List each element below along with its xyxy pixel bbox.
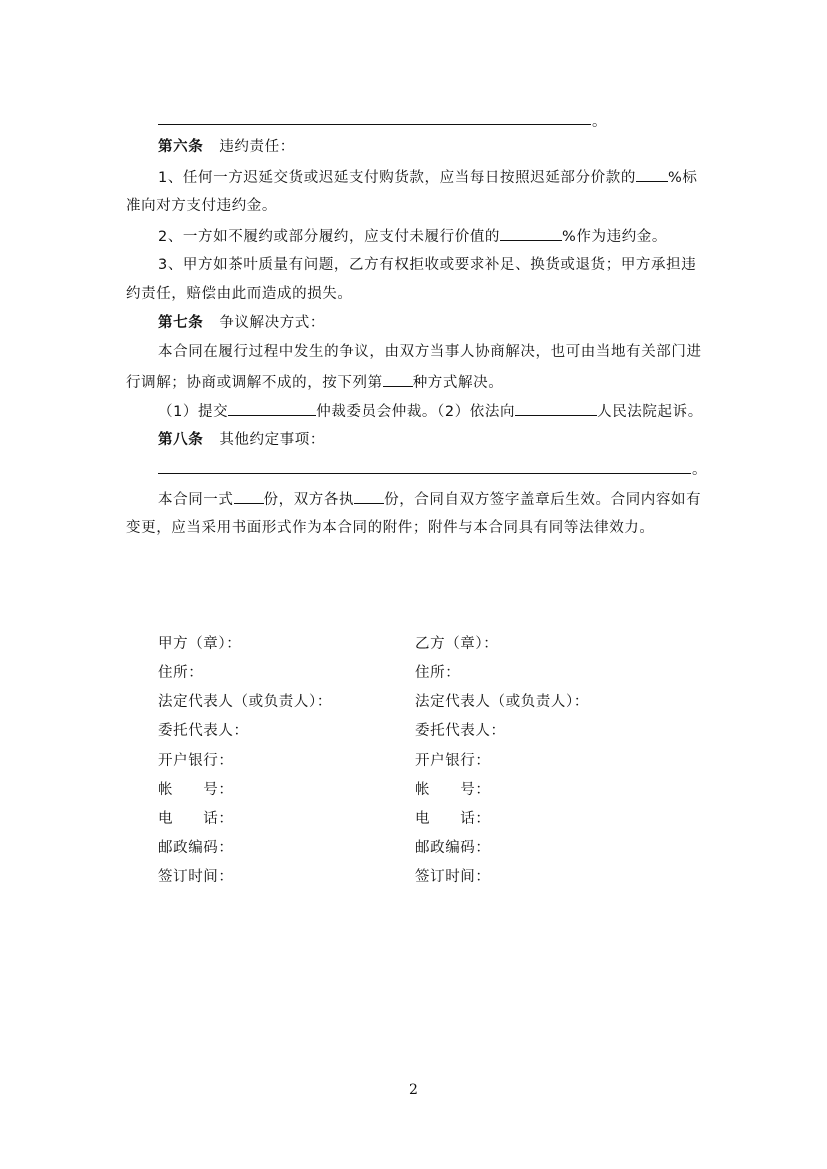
fill-line-continuation <box>158 124 591 125</box>
penalty-rate-blank <box>636 167 668 182</box>
article-7-title: 争议解决方式： <box>219 315 326 331</box>
party-a-account: 帐 号： <box>158 782 234 798</box>
article-6-title: 违约责任： <box>219 139 295 155</box>
other-terms-line <box>158 473 691 474</box>
article-7-para-line-2 <box>126 372 503 393</box>
copies-label: 本合同一式 <box>158 492 234 508</box>
party-a-legal-rep: 法定代表人（或负责人）： <box>158 694 332 710</box>
article-8-heading <box>158 430 325 450</box>
article-8-number: 第八条 <box>158 432 204 448</box>
article-6-item-1-suffix: %标 <box>667 170 698 186</box>
party-b-bank: 开户银行： <box>415 753 491 769</box>
article-6-item-2-text: 2、一方如不履约或部分履约，应支付未履行价值的 <box>158 229 501 245</box>
article-6-item-3-line-1: 3、甲方如茶叶质量有问题，乙方有权拒收或要求补足、换货或退货；甲方承担违 <box>158 257 697 273</box>
each-holds-label: 份，双方各执 <box>263 492 355 508</box>
article-6-item-1-text: 1、任何一方迟延交货或迟延支付购货款，应当每日按照迟延部分价款的 <box>158 170 636 186</box>
article-7-number: 第七条 <box>158 315 204 331</box>
article-6-item-3-line-2: 约责任，赔偿由此而造成的损失。 <box>126 286 353 302</box>
option-2-label: 仲裁委员会仲裁。（2）依法向 <box>316 404 516 420</box>
article-7-para-text: 行调解；协商或调解不成的，按下列第 <box>126 375 383 391</box>
article-6-item-1-line-2: 准向对方支付违约金。 <box>126 198 277 214</box>
copies-blank <box>234 489 264 504</box>
article-6-number: 第六条 <box>158 139 204 155</box>
effective-text: 份，合同自双方签字盖章后生效。合同内容如有 <box>384 492 702 508</box>
party-a-bank: 开户银行： <box>158 753 234 769</box>
resolution-method-blank <box>383 372 413 387</box>
closing-line-2: 变更，应当采用书面形式作为本合同的附件；附件与本合同具有同等法律效力。 <box>126 520 655 536</box>
party-a-phone: 电 话： <box>158 811 234 827</box>
article-8-title: 其他约定事项： <box>219 432 326 448</box>
page-number: 2 <box>409 1082 418 1098</box>
party-b-address: 住所： <box>415 665 461 681</box>
party-a-sign-time: 签订时间： <box>158 869 234 885</box>
party-a-postcode: 邮政编码： <box>158 840 234 856</box>
article-6-item-2 <box>158 226 667 247</box>
breach-rate-blank <box>500 226 562 241</box>
article-7-para-line-1: 本合同在履行过程中发生的争议，由双方当事人协商解决，也可由当地有关部门进 <box>158 344 702 360</box>
article-6-heading <box>158 137 295 157</box>
period: 。 <box>592 114 608 130</box>
party-b-legal-rep: 法定代表人（或负责人）： <box>415 694 589 710</box>
party-b-sign-time: 签订时间： <box>415 869 491 885</box>
party-b-account: 帐 号： <box>415 782 491 798</box>
party-a-address: 住所： <box>158 665 204 681</box>
each-holds-blank <box>354 489 384 504</box>
party-b-phone: 电 话： <box>415 811 491 827</box>
option-1-label: （1）提交 <box>158 404 229 420</box>
closing-line-1 <box>158 489 701 510</box>
article-6-item-1-line-1 <box>158 167 697 188</box>
court-blank <box>515 401 597 416</box>
arbitration-committee-blank <box>228 401 316 416</box>
party-a-agent: 委托代表人： <box>158 723 249 739</box>
party-b-postcode: 邮政编码： <box>415 840 491 856</box>
court-suffix: 人民法院起诉。 <box>597 404 703 420</box>
article-7-heading <box>158 313 325 333</box>
other-terms-period: 。 <box>692 462 708 478</box>
article-7-para-suffix: 种方式解决。 <box>412 375 504 391</box>
party-a-name: 甲方（章）： <box>158 636 242 652</box>
article-7-options <box>158 401 703 422</box>
party-b-agent: 委托代表人： <box>415 723 506 739</box>
article-6-item-2-suffix: %作为违约金。 <box>562 229 668 245</box>
party-b-name: 乙方（章）： <box>415 636 499 652</box>
